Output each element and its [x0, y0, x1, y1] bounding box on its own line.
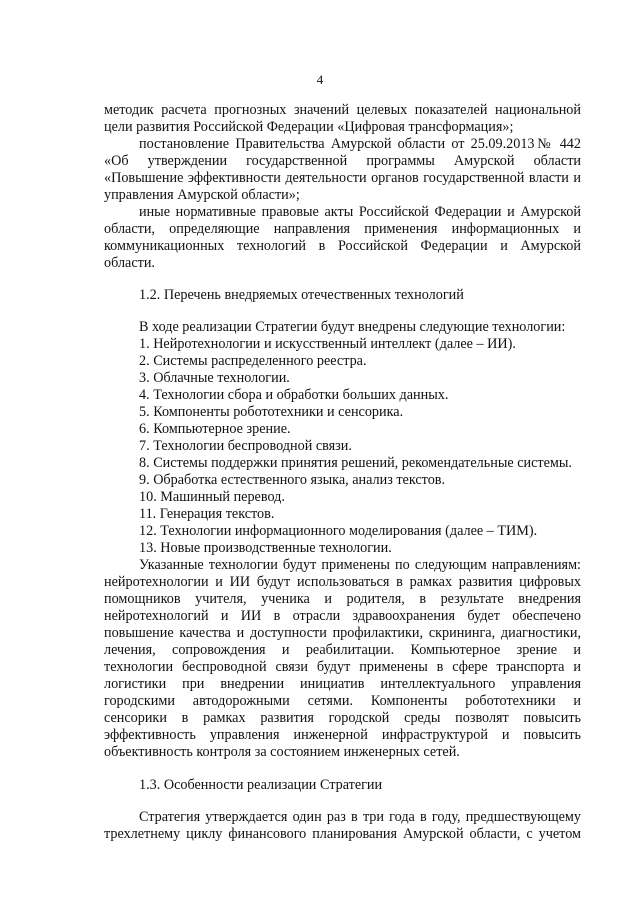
section-heading: 1.2. Перечень внедряемых отечественных технологий	[139, 287, 464, 303]
page-number: 4	[316, 72, 324, 87]
text-line: трехлетнему циклу финансового планирования Амурской области, с учетом	[104, 826, 581, 842]
list-item: 5. Компоненты робототехники и сенсорика.	[139, 404, 404, 420]
text-line: иные нормативные правовые акты Российской Федерации и Амурской	[139, 204, 581, 220]
text-line: эффективность управления инженерной инфраструктурой и повысить	[104, 727, 581, 743]
list-item: 13. Новые производственные технологии.	[139, 540, 392, 556]
text-line: объективность контроля за состоянием инженерных сетей.	[104, 744, 460, 760]
text-line: повышение качества и доступности профилактики, скрининга, диагностики,	[104, 625, 581, 641]
list-item: 3. Облачные технологии.	[139, 370, 290, 386]
text-line: Указанные технологии будут применены по следующим направлениям:	[139, 557, 581, 573]
text-line: методик расчета прогнозных значений целевых показателей национальной	[104, 102, 581, 118]
list-item: 9. Обработка естественного языка, анализ текстов.	[139, 472, 446, 488]
text-line: городскими автодорожными сетями. Компоненты робототехники и	[104, 693, 581, 709]
text-line: нейротехнологии и ИИ будут использоваться в рамках развития цифровых	[104, 574, 581, 590]
list-item: 2. Системы распределенного реестра.	[139, 353, 367, 369]
list-item: 12. Технологии информационного моделирования (далее – ТИМ).	[139, 523, 538, 539]
text-line: сенсорики в рамках развития городской среды позволят повысить	[104, 710, 581, 726]
text-line: области, определяющие направления применения информационных и	[104, 221, 581, 237]
section-heading: 1.3. Особенности реализации Стратегии	[139, 777, 383, 793]
text-line: цели развития Российской Федерации «Цифровая трансформация»;	[104, 119, 514, 135]
text-line: В ходе реализации Стратегии будут внедрены следующие технологии:	[139, 319, 566, 335]
text-line: коммуникационных технологий в Российской Федерации и Амурской	[104, 238, 581, 254]
text-line: лечения, сопровождения и реабилитации. Компьютерное зрение и	[104, 642, 581, 658]
text-line: постановление Правительства Амурской области от 25.09.2013№ 442	[139, 136, 581, 152]
list-item: 1. Нейротехнологии и искусственный интеллект (далее – ИИ).	[139, 336, 516, 352]
list-item: 11. Генерация текстов.	[139, 506, 275, 522]
text-line: Стратегия утверждается один раз в три года в году, предшествующему	[139, 809, 581, 825]
text-line: области.	[104, 255, 155, 271]
text-line: «Об утверждении государственной программы Амурской области	[104, 153, 581, 169]
list-item: 4. Технологии сбора и обработки больших данных.	[139, 387, 449, 403]
list-item: 6. Компьютерное зрение.	[139, 421, 291, 437]
text-line: помощников учителя, ученика и родителя, в результате внедрения	[104, 591, 581, 607]
text-line: «Повышение эффективности деятельности органов государственной власти и	[104, 170, 581, 186]
text-line: технологии беспроводной связи будут применены в сфере транспорта и	[104, 659, 581, 675]
list-item: 10. Машинный перевод.	[139, 489, 285, 505]
text-line: нейротехнологий и ИИ в отрасли здравоохранения будет обеспечено	[104, 608, 581, 624]
text-line: управления Амурской области»;	[104, 187, 300, 203]
list-item: 8. Системы поддержки принятия решений, рекомендательные системы.	[139, 455, 572, 471]
list-item: 7. Технологии беспроводной связи.	[139, 438, 352, 454]
text-line: логистики при внедрении инициатив интеллектуального управления	[104, 676, 581, 692]
